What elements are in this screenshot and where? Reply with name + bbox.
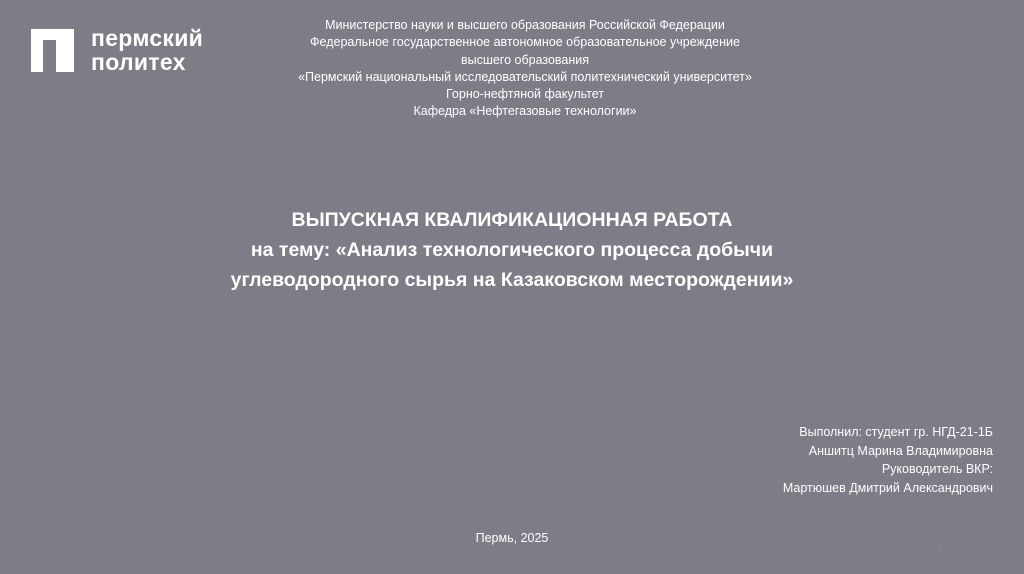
header-line-education-level: высшего образования: [460, 52, 590, 67]
header-line-institution-type: Федеральное государственное автономное образовательное учреждение: [310, 35, 740, 50]
author-block: [783, 423, 993, 498]
thesis-title: [60, 205, 964, 295]
header-line-faculty: Горно-нефтяной факультет: [445, 87, 605, 102]
header-line-university: «Пермский национальный исследовательский политехнический университет»: [298, 69, 752, 84]
supervisor-name: Мартюшев Дмитрий Александрович: [782, 481, 993, 496]
logo-line-1: пермский: [91, 25, 204, 51]
logo-wordmark: [91, 26, 203, 74]
author-student-group: Выполнил: студент гр. НГД-21-1Б: [799, 425, 993, 439]
page-number: 1: [937, 544, 943, 555]
supervisor-label: Руководитель ВКР:: [881, 462, 993, 477]
author-student-name: Аншитц Марина Владимировна: [808, 443, 993, 458]
title-line-1: ВЫПУСКНАЯ КВАЛИФИКАЦИОННАЯ РАБОТА: [291, 209, 733, 231]
university-logo: [31, 26, 203, 74]
city-year: Пермь, 2025: [475, 531, 549, 545]
logo-line-2: политех: [91, 49, 186, 75]
header-line-ministry: Министерство науки и высшего образования Российской Федерации: [325, 18, 725, 32]
title-line-2: на тему: «Анализ технологического процесса добычи: [250, 239, 774, 261]
title-line-3: углеводородного сырья на Казаковском месторождении»: [230, 269, 794, 291]
logo-mark-icon: [31, 29, 74, 72]
header-line-department: Кафедра «Нефтегазовые технологии»: [413, 104, 637, 119]
institution-header: [240, 17, 810, 121]
